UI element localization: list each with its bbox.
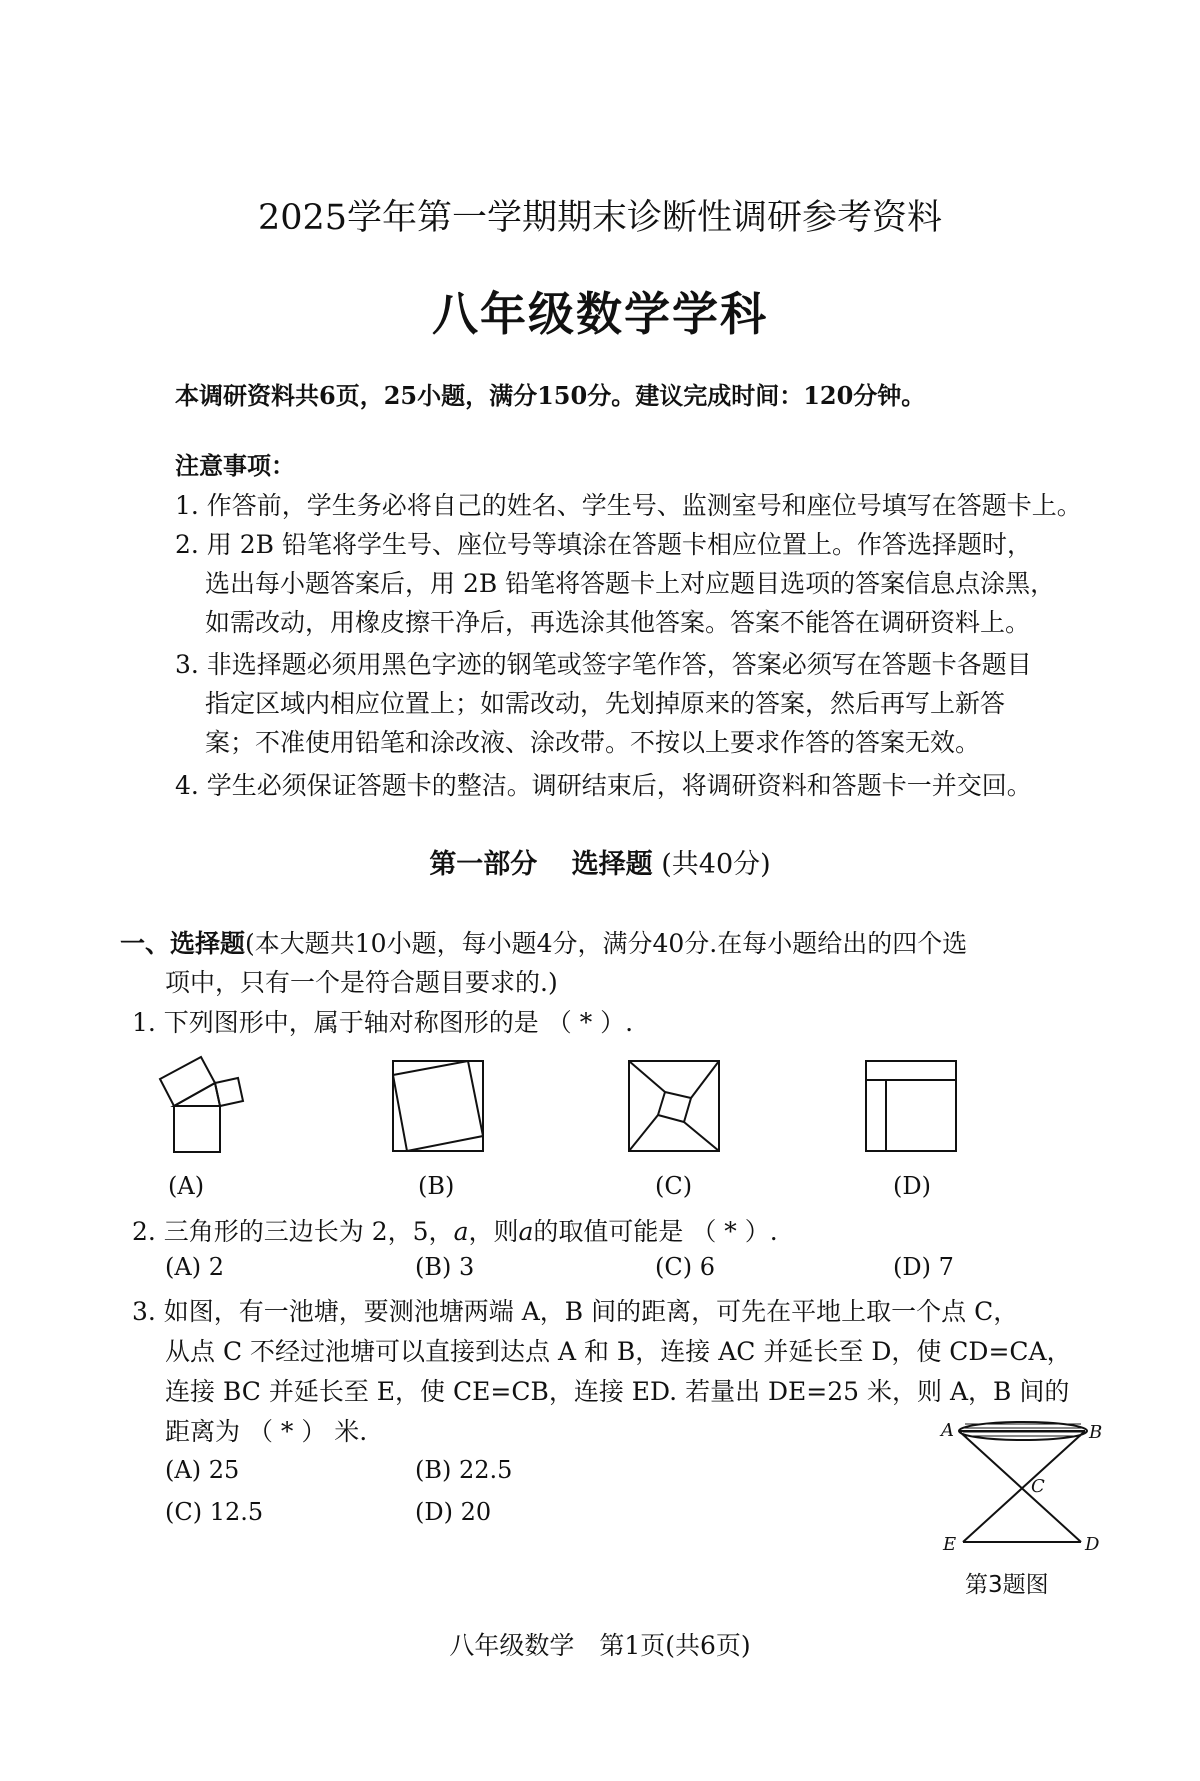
q3-line: 3. 如图，有一池塘，要测池塘两端 A，B 间的距离，可先在平地上取一个点 C， bbox=[132, 1297, 1019, 1326]
q2-stem bbox=[132, 1212, 778, 1248]
q3-line: 连接 BC 并延长至 E，使 CE=CB，连接 ED. 若量出 DE=25 米，则 A，B 间的 bbox=[165, 1377, 1070, 1406]
intro-text: 本调研资料共6页，25小题，满分150分。建议完成时间：120分钟。 bbox=[175, 381, 926, 410]
title-line-1: 2025学年第一学期期末诊断性调研参考资料 bbox=[257, 198, 943, 238]
point-label-c: C bbox=[1031, 1476, 1045, 1497]
subject-title: 八年级数学学科 bbox=[432, 287, 768, 341]
q1-label-d: (D) bbox=[893, 1172, 931, 1200]
point-label-b: B bbox=[1089, 1422, 1103, 1443]
section-name: 选择题 bbox=[571, 849, 653, 880]
square-bottom bbox=[174, 1106, 220, 1152]
q2-option-d: (D) 7 bbox=[893, 1253, 954, 1281]
mc-desc-1: (本大题共10小题，每小题4分，满分40分.在每小题给出的四个选 bbox=[245, 929, 968, 958]
q2-var: a bbox=[453, 1217, 469, 1246]
q3-figure bbox=[935, 1410, 1115, 1565]
q2-option-b: (B) 3 bbox=[415, 1253, 475, 1281]
notice-line: 4. 学生必须保证答题卡的整洁。调研结束后，将调研资料和答题卡一并交回。 bbox=[175, 771, 1032, 800]
point-label-e: E bbox=[943, 1534, 957, 1555]
notice-line: 如需改动，用橡皮擦干净后，再选涂其他答案。答案不能答在调研资料上。 bbox=[205, 608, 1031, 637]
point-label-d: D bbox=[1085, 1534, 1100, 1555]
segment-be bbox=[963, 1431, 1085, 1542]
page-footer: 八年级数学 第1页(共6页) bbox=[449, 1631, 751, 1660]
square-left bbox=[160, 1057, 215, 1106]
q1-label-c: (C) bbox=[655, 1172, 693, 1200]
notice-line: 指定区域内相应位置上；如需改动，先划掉原来的答案，然后再写上新答 bbox=[205, 689, 1006, 718]
section-part: 第一部分 bbox=[429, 849, 538, 880]
notice-line: 1. 作答前，学生务必将自己的姓名、学生号、监测室号和座位号填写在答题卡上。 bbox=[175, 491, 1082, 520]
point-label-a: A bbox=[941, 1420, 954, 1441]
q2-option-a: (A) 2 bbox=[165, 1253, 224, 1281]
q1-label-a: (A) bbox=[168, 1172, 205, 1200]
segment-ad bbox=[959, 1431, 1081, 1542]
q2-stem-b: ，则 bbox=[468, 1217, 519, 1246]
q1-figure-b bbox=[392, 1060, 484, 1152]
mc-heading: 一、选择题 bbox=[120, 929, 246, 958]
q1-figure-a bbox=[150, 1048, 250, 1158]
q1-label-b: (B) bbox=[418, 1172, 455, 1200]
notice-line: 2. 用 2B 铅笔将学生号、座位号等填涂在答题卡相应位置上。作答选择题时， bbox=[175, 530, 1032, 559]
q3-line: 从点 C 不经过池塘可以直接到达点 A 和 B，连接 AC 并延长至 D，使 CD=CA， bbox=[165, 1337, 1072, 1366]
q3-figure-caption: 第3题图 bbox=[965, 1572, 1049, 1598]
notice-line: 选出每小题答案后，用 2B 铅笔将答题卡上对应题目选项的答案信息点涂黑， bbox=[205, 569, 1056, 598]
section-score: (共40分) bbox=[661, 849, 771, 880]
q2-option-c: (C) 6 bbox=[655, 1253, 715, 1281]
mc-desc-2: 项中，只有一个是符合题目要求的.) bbox=[165, 968, 558, 997]
q1-stem: 1. 下列图形中，属于轴对称图形的是 （ * ）. bbox=[132, 1008, 634, 1037]
q2-var: a bbox=[518, 1217, 534, 1246]
q1-figure-c bbox=[628, 1060, 720, 1152]
q3-option-a: (A) 25 bbox=[165, 1456, 240, 1484]
notice-heading: 注意事项： bbox=[175, 451, 295, 480]
q1-figure-d bbox=[865, 1060, 957, 1152]
q2-stem-a: 2. 三角形的三边长为 2，5， bbox=[132, 1217, 454, 1246]
q3-option-c: (C) 12.5 bbox=[165, 1498, 264, 1526]
mc-heading-line bbox=[120, 924, 967, 960]
notice-line: 案；不准使用铅笔和涂改液、涂改带。不按以上要求作答的答案无效。 bbox=[205, 728, 981, 757]
notice-line: 3. 非选择题必须用黑色字迹的钢笔或签字笔作答，答案必须写在答题卡各题目 bbox=[175, 650, 1032, 679]
q3-line: 距离为 （ * ） 米. bbox=[165, 1417, 368, 1446]
square-right bbox=[215, 1078, 243, 1106]
q3-option-d: (D) 20 bbox=[415, 1498, 492, 1526]
q3-option-b: (B) 22.5 bbox=[415, 1456, 513, 1484]
q2-stem-c: 的取值可能是 （ * ）. bbox=[533, 1217, 778, 1246]
section-title bbox=[0, 842, 1200, 881]
